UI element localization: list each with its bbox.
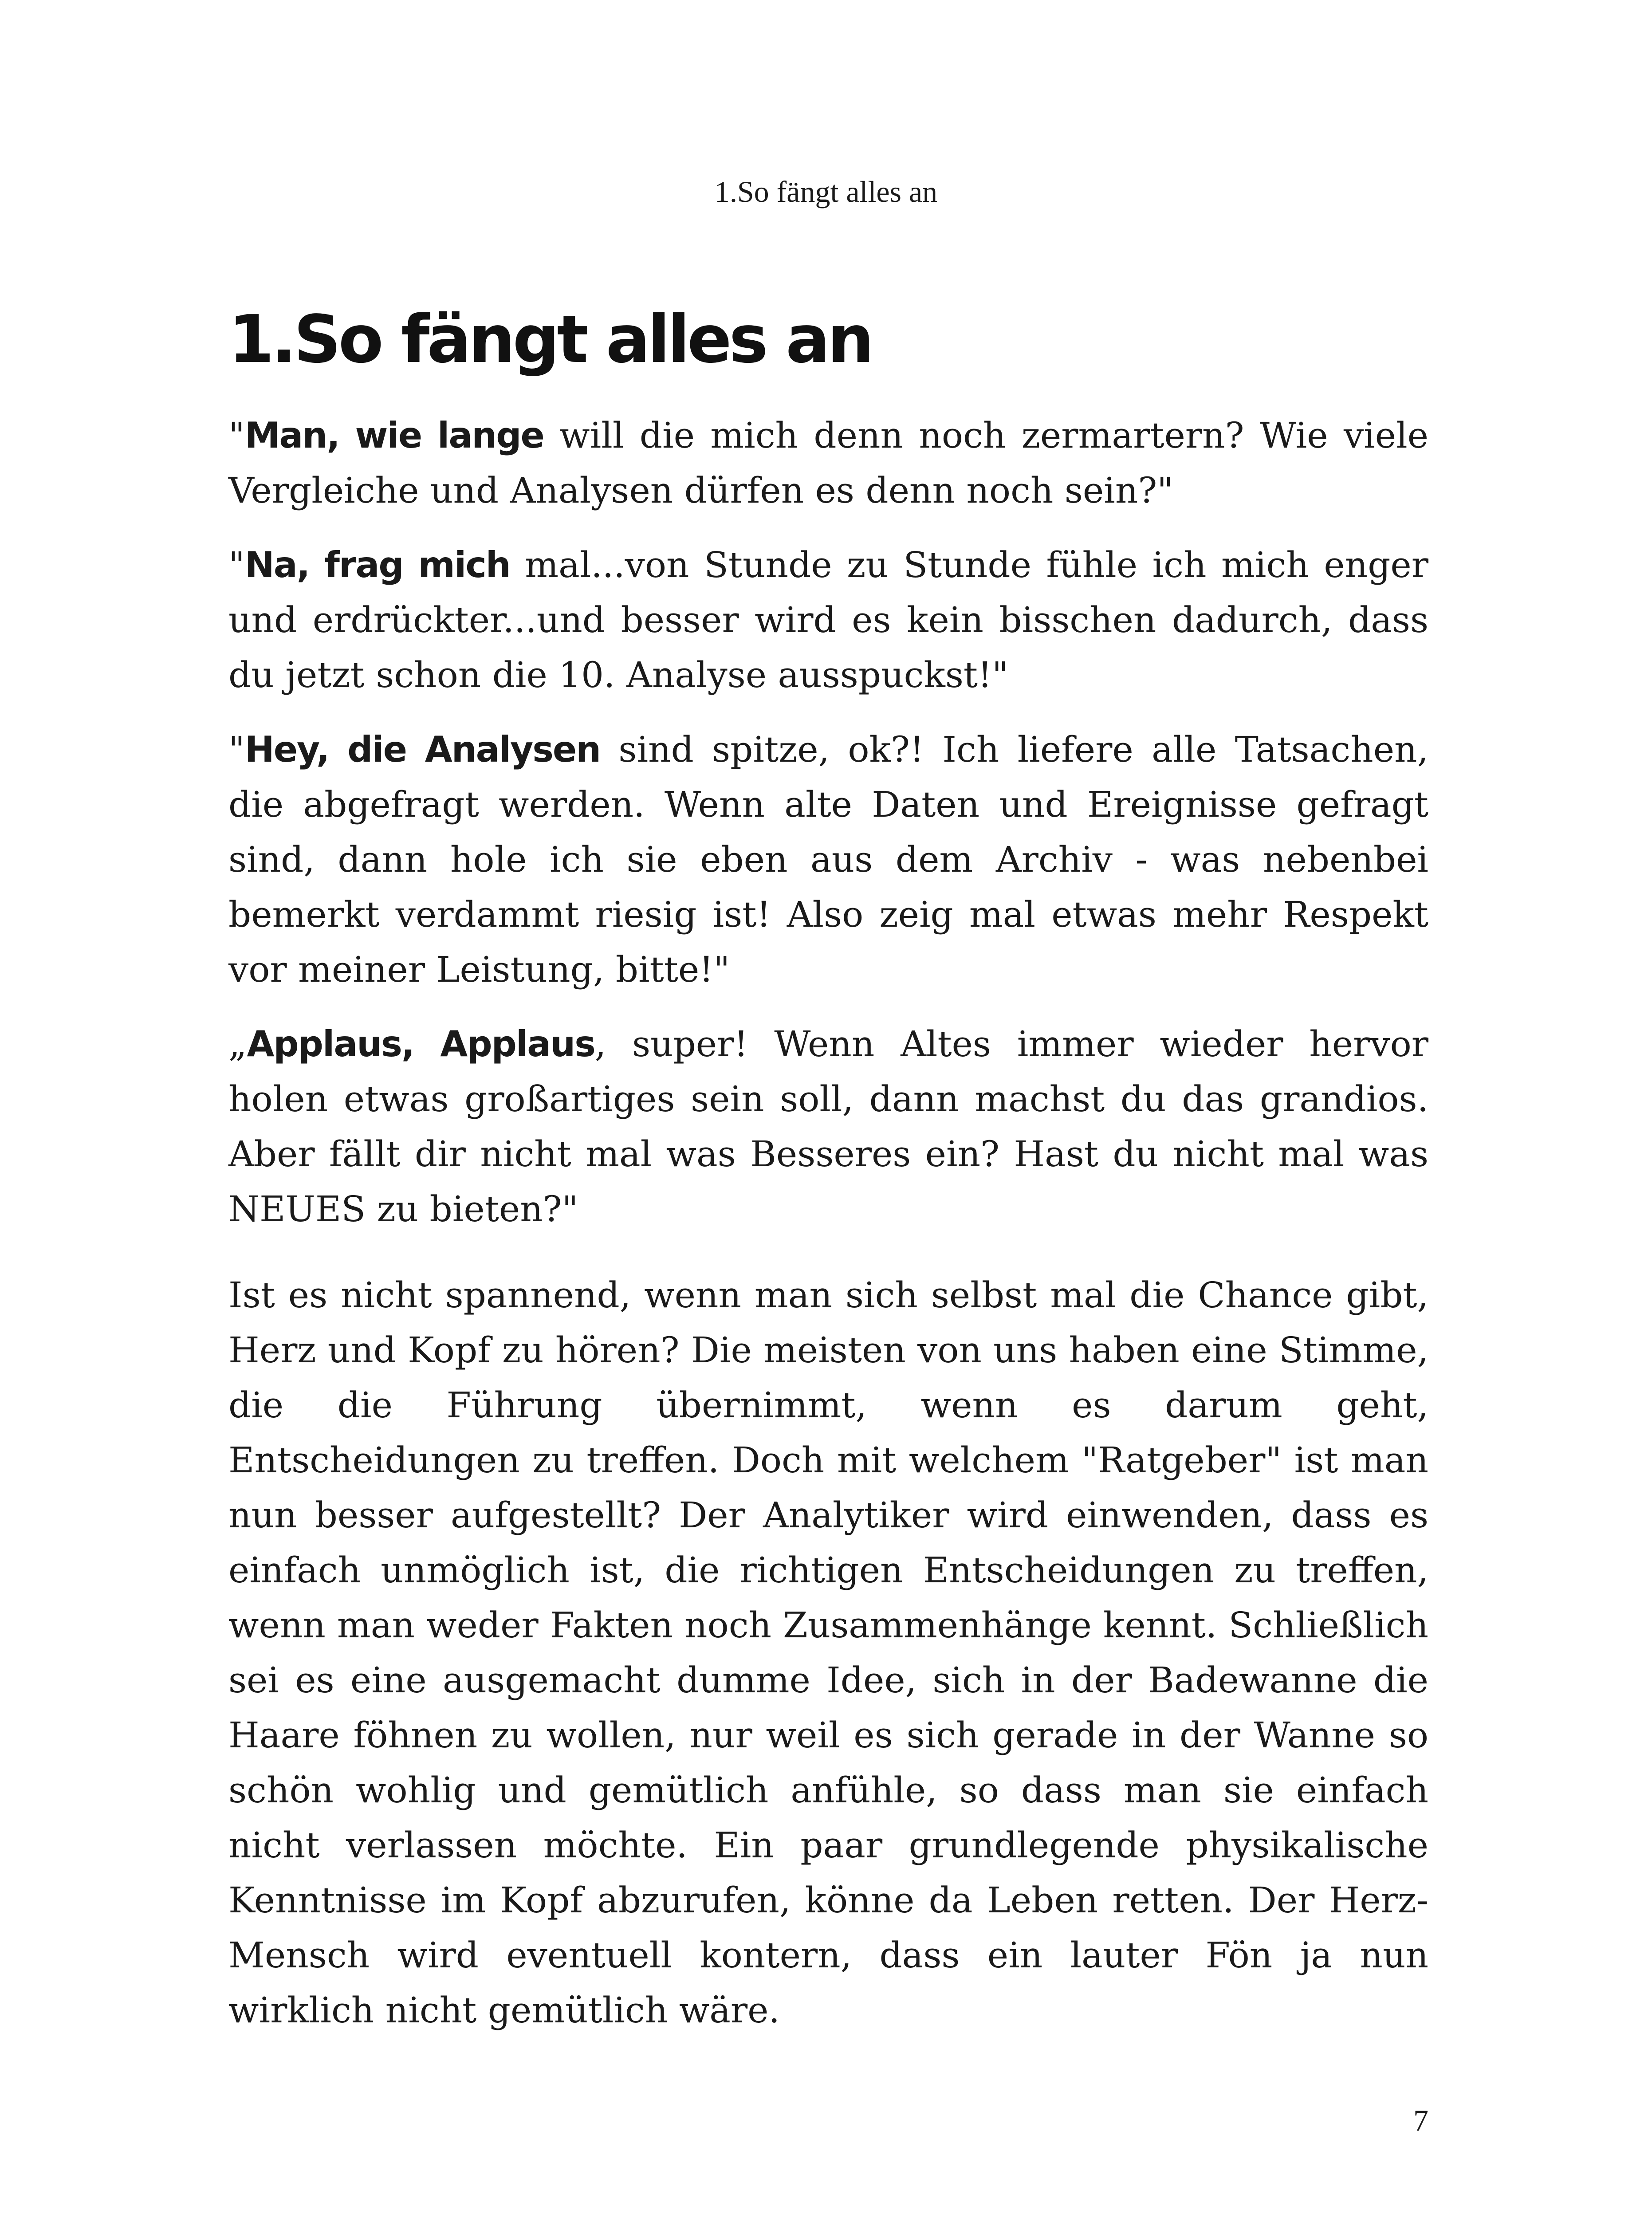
page-content xyxy=(228,302,1428,2057)
opening-quote: " xyxy=(228,415,245,456)
paragraph-text: , super! Wenn Altes immer wieder hervor holen etwas großartiges sein soll, dann machst du das grandios. Aber fällt dir nicht mal was Besseres ein? Hast du nicht mal was NEUES zu bieten?" xyxy=(228,1023,1428,1230)
bold-lead-in: Hey, die Analysen xyxy=(244,729,601,770)
running-header: 1.So fängt alles an xyxy=(714,175,938,208)
page-number: 7 xyxy=(1413,2104,1428,2137)
opening-quote: „ xyxy=(228,1023,247,1065)
bold-lead-in: Man, wie lange xyxy=(244,415,544,456)
chapter-title: 1.So fängt alles an xyxy=(228,301,872,378)
paragraph-text: will die mich denn noch zermartern? Wie viele Vergleiche und Analysen dürfen es denn noch sein?" xyxy=(228,415,1429,511)
bold-lead-in: Applaus, Applaus xyxy=(247,1023,595,1065)
opening-quote: " xyxy=(228,729,245,770)
dialogue-paragraph-1 xyxy=(228,408,1428,518)
dialogue-paragraph-2 xyxy=(228,538,1428,703)
paragraph-text: sind spitze, ok?! Ich liefere alle Tatsachen, die abgefragt werden. Wenn alte Daten und Ereignisse gefragt sind, dann hole ich sie eben aus dem Archiv - was nebenbei bemerkt verdammt riesig ist! Also zeig mal etwas mehr Respekt vor meiner Leistung, bitte!" xyxy=(228,729,1429,990)
body-paragraph xyxy=(228,1268,1428,2038)
dialogue-paragraph-4 xyxy=(228,1017,1428,1237)
dialogue-paragraph-3 xyxy=(228,722,1428,997)
opening-quote: " xyxy=(228,544,245,586)
paragraph-text: mal...von Stunde zu Stunde fühle ich mich enger und erdrückter...und besser wird es kein bisschen dadurch, dass du jetzt schon die 10. Analyse ausspuckst!" xyxy=(228,544,1428,696)
paragraph-text: Ist es nicht spannend, wenn man sich selbst mal die Chance gibt, Herz und Kopf zu hören? Die meisten von uns haben eine Stimme, die die Führung übernimmt, wenn es darum geht, Entscheidungen zu treffen. Doch mit welchem "Ratgeber" ist man nun besser aufgestellt? Der Analytiker wird einwenden, dass es einfach unmöglich ist, die richtigen Entscheidungen zu treffen, wenn man weder Fakten noch Zusammenhänge kennt. Schließlich sei es eine ausgemacht dumme Idee, sich in der Badewanne die Haare föhnen zu wollen, nur weil es sich gerade in der Wanne so schön wohlig und gemütlich anfühle, so dass man sie einfach nicht verlassen möchte. Ein paar grundlegende physikalische Kenntnisse im Kopf abzurufen, könne da Leben retten. Der Herz-Mensch wird eventuell kontern, dass ein lauter Fön ja nun wirklich nicht gemütlich wäre. xyxy=(228,1274,1428,2031)
bold-lead-in: Na, frag mich xyxy=(244,544,510,586)
